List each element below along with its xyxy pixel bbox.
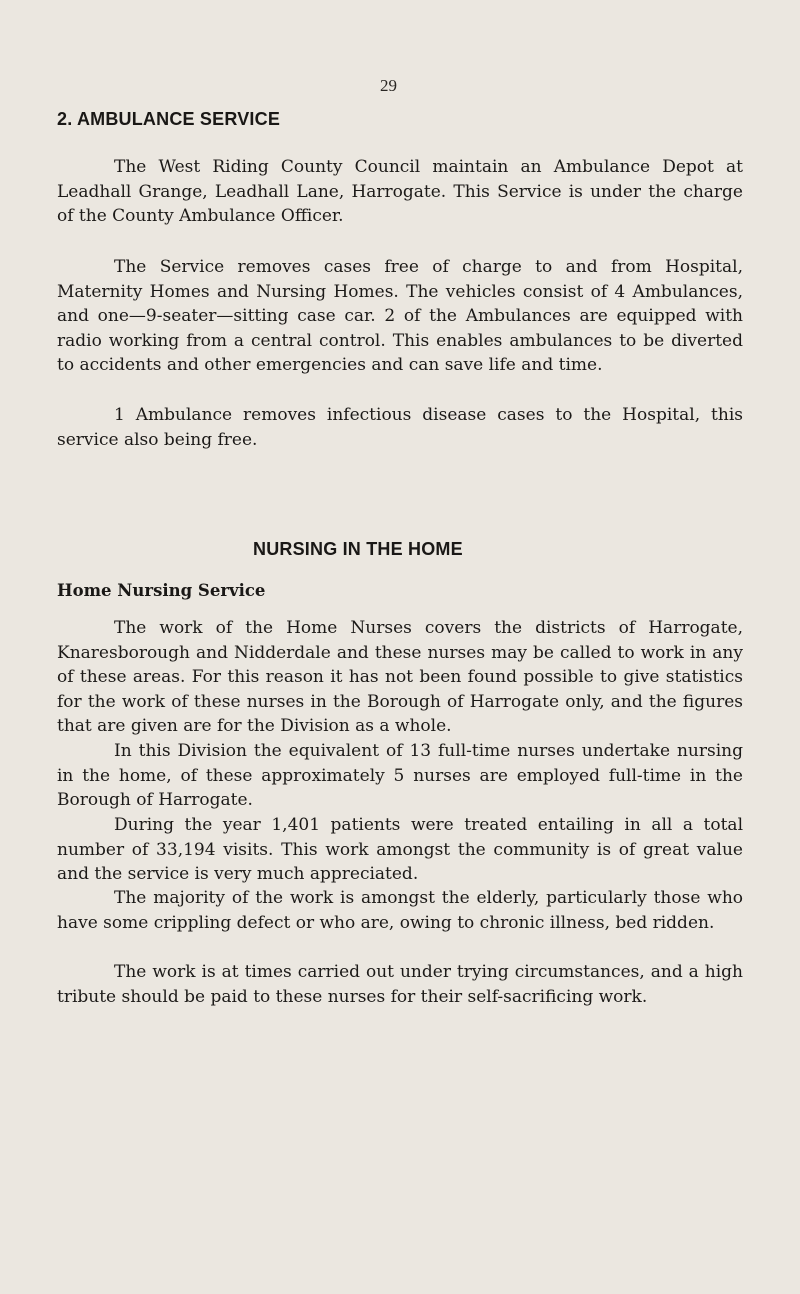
section-heading-nursing-in-the-home: NURSING IN THE HOME (253, 539, 463, 559)
nursing-paragraph-2: In this Division the equivalent of 13 full-time nurses undertake nursing in the home, of these approximately 5 nurses are employed full-time in the Borough of Harrogate. (57, 741, 743, 811)
page-number: 29 (380, 76, 397, 95)
ambulance-paragraph-3: 1 Ambulance removes infectious disease cases to the Hospital, this service also being free. (57, 405, 743, 450)
nursing-paragraph-4: The majority of the work is amongst the elderly, particularly those who have some crippling defect or who are, owing to chronic illness, bed ridden. (57, 888, 743, 933)
nursing-paragraph-5: The work is at times carried out under trying circumstances, and a high tribute should be paid to these nurses for their self-sacrificing work. (57, 962, 743, 1007)
section-heading-ambulance-service: 2. AMBULANCE SERVICE (57, 109, 281, 129)
nursing-paragraph-1: The work of the Home Nurses covers the districts of Harrogate, Knaresborough and Nidderdale and these nurses may be called to work in any of these areas. For this reason it has not been found possible to give statistics for the work of these nurses in the Borough of Harrogate only, and the figures that are given are for the Division as a whole. (57, 618, 743, 737)
nursing-paragraph-3: During the year 1,401 patients were treated entailing in all a total number of 33,194 visits. This work amongst the community is of great value and the service is very much appreciated. (57, 815, 743, 885)
subheading-home-nursing-service: Home Nursing Service (57, 581, 266, 600)
ambulance-paragraph-1: The West Riding County Council maintain an Ambulance Depot at Leadhall Grange, Leadhall Lane, Harrogate. This Service is under the charge of the County Ambulance Officer. (57, 157, 743, 227)
ambulance-paragraph-2: The Service removes cases free of charge to and from Hospital, Maternity Homes and Nursing Homes. The vehicles consist of 4 Ambulances, and one—9-seater—sitting case car. 2 of the Ambulances are equipped with radio working from a central control. This enables ambulances to be diverted to accidents and other emergencies and can save life and time. (57, 257, 743, 376)
